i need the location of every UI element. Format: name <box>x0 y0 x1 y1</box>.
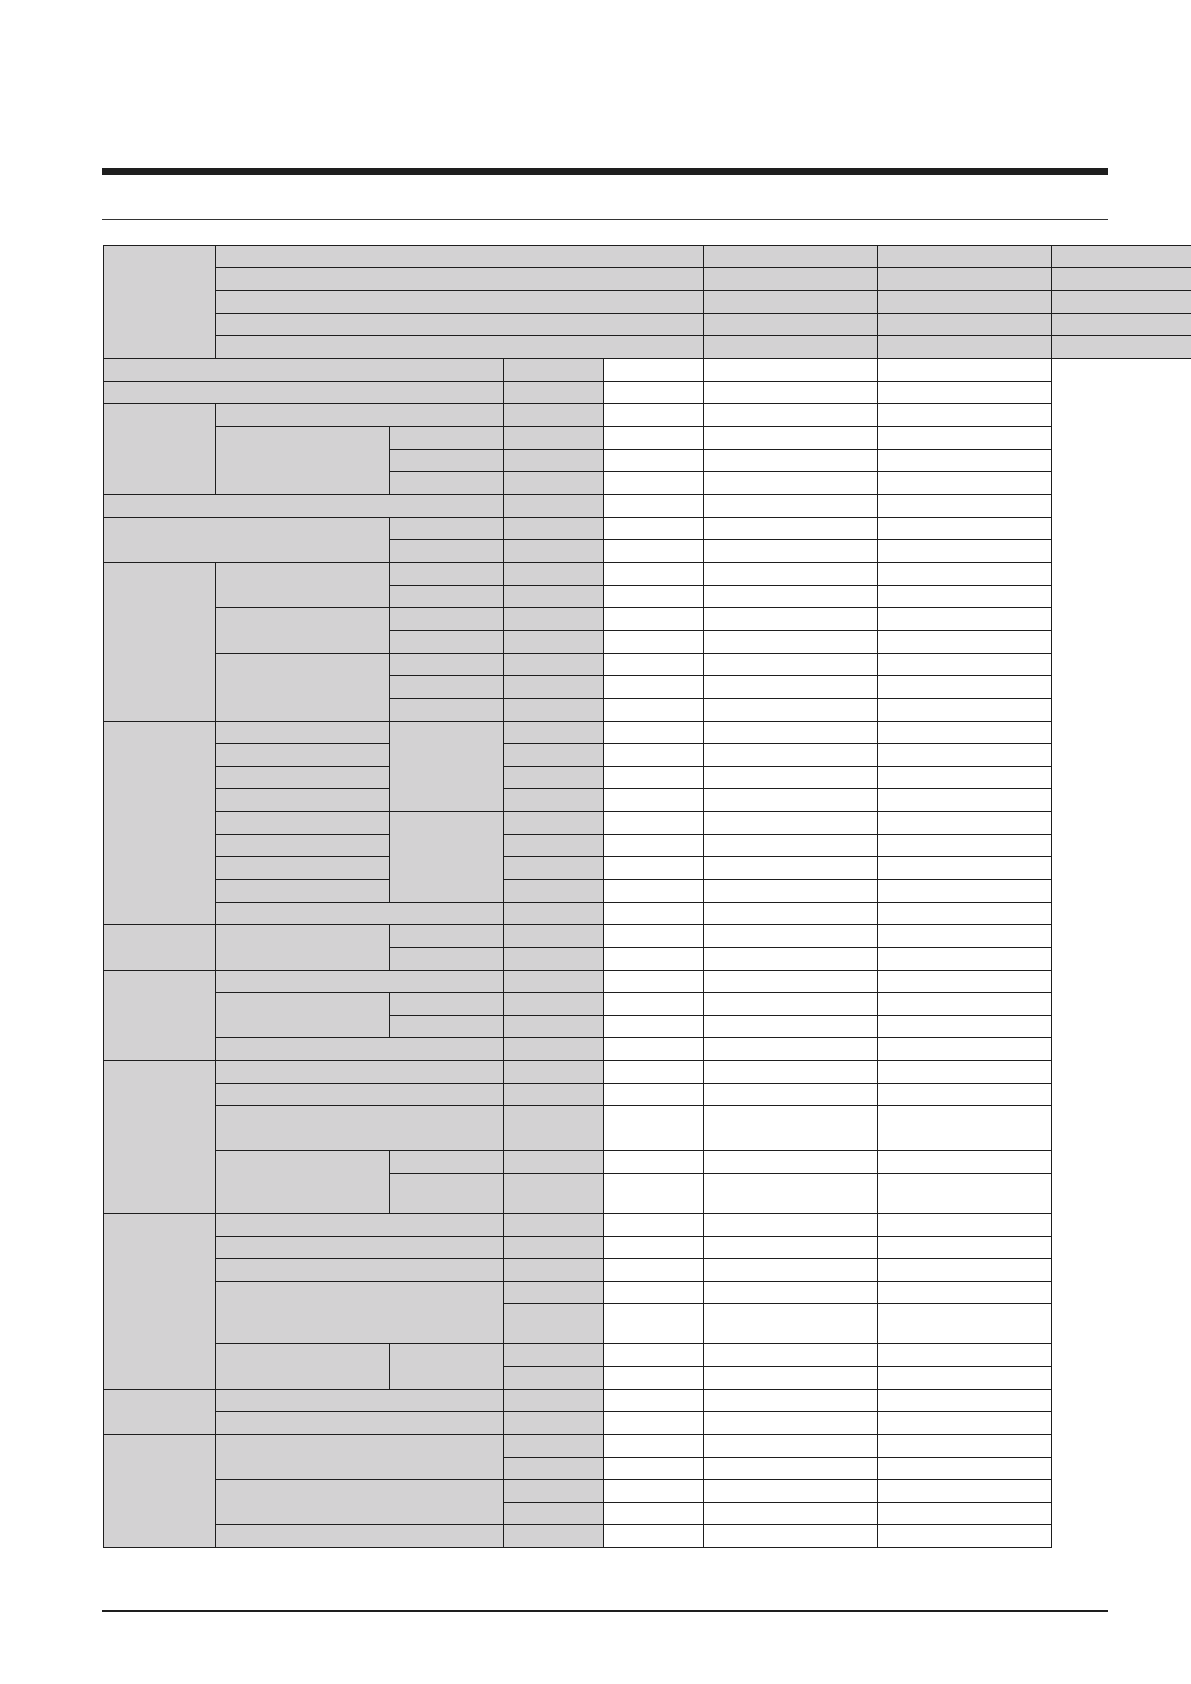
unit-cell <box>504 1367 604 1390</box>
group-label <box>104 1435 216 1548</box>
spec-label <box>216 744 390 767</box>
table-row <box>104 1525 1191 1548</box>
unit-cell <box>504 540 604 563</box>
unit-cell <box>504 676 604 699</box>
header-rule-thick <box>102 168 1108 175</box>
unit-cell <box>504 789 604 812</box>
table-row <box>104 495 1191 518</box>
spec-label <box>216 654 390 722</box>
table-row <box>104 857 1191 880</box>
sub-label <box>390 1151 504 1174</box>
unit-cell <box>504 722 604 744</box>
table-row <box>104 812 1191 835</box>
spec-label <box>216 427 390 495</box>
table-row <box>104 971 1191 993</box>
table-row <box>104 744 1191 767</box>
group-label <box>104 518 390 563</box>
spec-label <box>216 1390 504 1412</box>
sub-label <box>390 925 504 948</box>
unit-cell <box>504 744 604 767</box>
group-label <box>104 404 216 495</box>
table-row <box>104 1282 1191 1304</box>
unit-cell <box>504 1458 604 1480</box>
unit-cell <box>504 1174 604 1214</box>
table-row <box>104 722 1191 744</box>
unit-cell <box>504 1214 604 1237</box>
unit-cell <box>504 631 604 654</box>
unit-cell <box>504 857 604 880</box>
sub-label <box>390 586 504 608</box>
sub-label <box>390 631 504 654</box>
sub-label <box>390 450 504 472</box>
unit-cell <box>504 925 604 948</box>
table-row <box>104 767 1191 789</box>
unit-cell <box>504 993 604 1016</box>
model-col-1 <box>704 246 878 268</box>
table-row <box>104 1237 1191 1259</box>
unit-cell <box>504 608 604 631</box>
table-row <box>104 1435 1191 1458</box>
table-row <box>104 382 1191 404</box>
spec-label <box>216 812 390 835</box>
spec-label <box>216 1435 504 1480</box>
group-label <box>104 1214 216 1390</box>
model-col-2 <box>878 246 1052 268</box>
unit-cell <box>504 1390 604 1412</box>
sub-label <box>390 699 504 722</box>
spec-label <box>216 608 390 654</box>
unit-cell <box>504 1038 604 1061</box>
table-row <box>104 1151 1191 1174</box>
header-sub-label <box>216 268 704 291</box>
group-label <box>104 1390 216 1435</box>
table-row <box>104 359 1191 382</box>
table-row <box>104 314 1191 336</box>
table-row <box>104 1259 1191 1282</box>
sub-label <box>390 563 504 586</box>
spec-label <box>216 1480 504 1525</box>
table-row <box>104 1412 1191 1435</box>
sub-label <box>390 1174 504 1214</box>
spec-label <box>216 835 390 857</box>
spec-label <box>216 1151 390 1214</box>
table-row <box>104 835 1191 857</box>
spec-label <box>216 1084 504 1106</box>
spec-label <box>216 925 390 971</box>
table-row <box>104 925 1191 948</box>
unit-cell <box>504 1344 604 1367</box>
unit-cell <box>504 563 604 586</box>
unit-cell <box>504 495 604 518</box>
spec-label <box>216 1038 504 1061</box>
spec-label <box>216 1237 504 1259</box>
spec-label <box>216 880 390 903</box>
table-row <box>104 427 1191 450</box>
unit-cell <box>504 1084 604 1106</box>
header-rule-thin <box>102 219 1108 220</box>
table-row <box>104 608 1191 631</box>
unit-cell <box>504 427 604 450</box>
table-row <box>104 1480 1191 1503</box>
sub-label <box>390 518 504 540</box>
spec-table <box>103 245 1191 1548</box>
header-sub-label <box>216 336 704 359</box>
spec-label <box>216 722 390 744</box>
unit-cell <box>504 903 604 925</box>
unit-cell <box>504 654 604 676</box>
unit-cell <box>504 835 604 857</box>
unit-cell <box>504 1435 604 1458</box>
table-row <box>104 268 1191 291</box>
spec-label <box>216 1106 504 1151</box>
table-row <box>104 1038 1191 1061</box>
table-row <box>104 518 1191 540</box>
unit-cell <box>504 1412 604 1435</box>
spec-label <box>216 1061 504 1084</box>
table-row <box>104 1084 1191 1106</box>
unit-cell <box>504 812 604 835</box>
unit-cell <box>504 1016 604 1038</box>
spec-label <box>216 767 390 789</box>
spec-label <box>216 1412 504 1435</box>
unit-cell <box>504 699 604 722</box>
unit-cell <box>504 880 604 903</box>
unit-cell <box>504 1282 604 1304</box>
unit-cell <box>504 1259 604 1282</box>
spec-label <box>216 971 504 993</box>
sub-label <box>390 472 504 495</box>
table-row <box>104 1106 1191 1151</box>
table-row <box>104 1214 1191 1237</box>
unit-cell <box>504 472 604 495</box>
sub-label <box>390 654 504 676</box>
sub-label <box>390 608 504 631</box>
sub-label <box>390 1344 504 1390</box>
table-row <box>104 903 1191 925</box>
spec-label <box>216 1259 504 1282</box>
spec-label <box>216 1214 504 1237</box>
unit-cell <box>504 1480 604 1503</box>
sub-label <box>390 676 504 699</box>
unit-cell <box>504 518 604 540</box>
unit-cell <box>504 1061 604 1084</box>
group-label <box>104 1061 216 1214</box>
sub-label <box>390 427 504 450</box>
model-label-cell <box>104 246 216 359</box>
table-row <box>104 789 1191 812</box>
sub-label <box>390 993 504 1016</box>
spec-label <box>216 1525 504 1548</box>
group-label <box>104 925 216 971</box>
unit-cell <box>504 586 604 608</box>
group-label <box>104 563 216 722</box>
spec-label <box>216 857 390 880</box>
model-col-3 <box>1052 246 1191 268</box>
spec-label <box>216 563 390 608</box>
sub-label <box>390 540 504 563</box>
table-row <box>104 291 1191 314</box>
table-row <box>104 246 1191 268</box>
table-row <box>104 1061 1191 1084</box>
table-row <box>104 563 1191 586</box>
unit-cell <box>504 1237 604 1259</box>
spec-label <box>216 993 390 1038</box>
table-row <box>104 336 1191 359</box>
table-row <box>104 654 1191 676</box>
model-header-cell <box>216 246 704 268</box>
sub-label <box>390 722 504 812</box>
unit-cell <box>504 1151 604 1174</box>
spec-label <box>104 359 504 382</box>
unit-cell <box>504 971 604 993</box>
spec-label <box>104 495 504 518</box>
unit-cell <box>504 382 604 404</box>
table-row <box>104 993 1191 1016</box>
header-sub-label <box>216 291 704 314</box>
unit-cell <box>504 1106 604 1151</box>
sub-label <box>390 948 504 971</box>
table-row <box>104 404 1191 427</box>
table-row <box>104 1344 1191 1367</box>
spec-label <box>216 789 390 812</box>
sub-label <box>390 1016 504 1038</box>
unit-cell <box>504 948 604 971</box>
unit-cell <box>504 450 604 472</box>
table-row <box>104 1390 1191 1412</box>
unit-cell <box>504 404 604 427</box>
sub-label <box>390 812 504 903</box>
unit-cell <box>504 767 604 789</box>
unit-cell <box>504 1503 604 1525</box>
spec-label <box>216 1344 390 1390</box>
spec-label <box>216 404 504 427</box>
unit-cell <box>504 1304 604 1344</box>
spec-label <box>104 382 504 404</box>
spec-label <box>216 903 504 925</box>
header-sub-label <box>216 314 704 336</box>
unit-cell <box>504 359 604 382</box>
spec-label <box>216 1282 504 1344</box>
table-row <box>104 880 1191 903</box>
group-label <box>104 722 216 925</box>
group-label <box>104 971 216 1061</box>
footer-rule <box>102 1610 1108 1612</box>
unit-cell <box>504 1525 604 1548</box>
